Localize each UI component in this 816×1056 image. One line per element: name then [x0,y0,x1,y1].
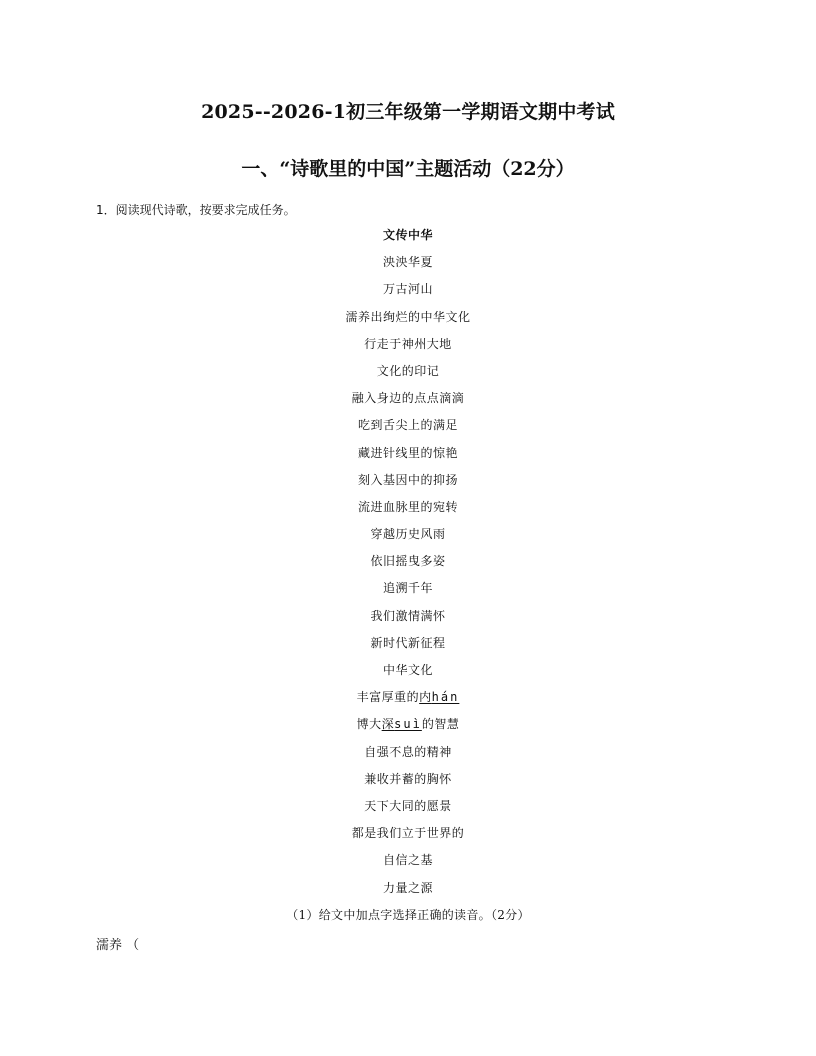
poem-line: 依旧摇曳多姿 [370,554,446,569]
poem-title: 文传中华 [382,228,433,242]
poem-line: 行走于神州大地 [364,336,452,351]
poem-line: 融入身边的点点滴滴 [351,391,465,406]
question-1-prompt: 1．阅读现代诗歌，按要求完成任务。 [96,203,296,217]
poem-line: 流进血脉里的宛转 [357,499,458,514]
pinyin-annotation: suì [394,717,422,732]
poem-line: 兼收并蓄的胸怀 [364,771,452,786]
poem-line: 中华文化 [382,663,433,677]
poem-line-text: 博大 [356,717,382,732]
poem-line: 力量之源 [382,880,433,895]
poem-line: 都是我们立于世界的 [351,826,465,841]
poem-line: 追溯千年 [382,581,433,596]
sub-question-1: （1）给文中加点字选择正确的读音。（2分） [286,908,530,922]
poem-line: 自信之基 [382,853,433,868]
poem-line-text: 的智慧 [421,717,460,732]
exam-title: 2025--2026-1初三年级第一学期语文期中考试 [201,101,615,123]
poem-line-text: 丰富厚重的 [356,690,420,705]
poem-line: 泱泱华夏 [382,255,433,270]
section-title: 一、“诗歌里的中国”主题活动（22分） [241,158,575,180]
poem-line: 刻入基因中的抑扬 [357,472,458,487]
poem-line: 自强不息的精神 [364,744,452,759]
poem-line: 文化的印记 [376,363,440,378]
poem-line: 万古河山 [382,282,433,297]
poem-line: 藏进针线里的惊艳 [357,445,458,460]
poem-line-shensui [0,714,816,741]
answer-line: 濡养 （ [96,938,140,953]
underlined-char: 深 [381,717,395,732]
pinyin-annotation: hán [431,690,460,705]
poem-line: 我们激情满怀 [370,608,446,623]
poem-line: 穿越历史风雨 [370,527,446,542]
poem [0,225,816,905]
poem-line: 新时代新征程 [370,635,446,650]
underlined-char: 内 [419,690,432,705]
poem-line: 吃到舌尖上的满足 [357,418,458,433]
poem-line-neihan [0,687,816,714]
poem-line: 濡养出绚烂的中华文化 [345,309,471,324]
poem-line: 天下大同的愿景 [364,798,452,813]
